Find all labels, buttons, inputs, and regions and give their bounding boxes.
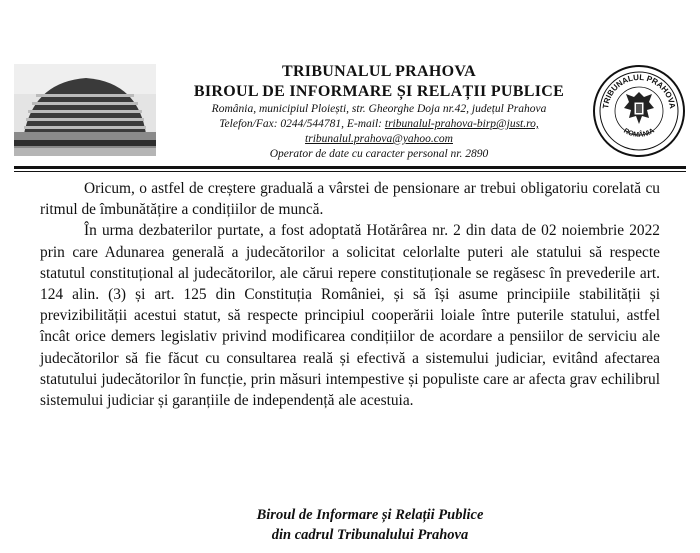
contact-line [168,117,590,132]
signature-line-1: Biroul de Informare și Relații Publice [256,507,484,523]
document-body [40,178,660,411]
email-link-1[interactable]: tribunalul-prahova-birp@just.ro, [384,118,539,130]
paragraph-1: Oricum, o astfel de creștere graduală a vârstei de pensionare ar trebui obligatoriu corelată cu ritmul de îmbunătățire a condițiilor de muncă. [40,180,660,219]
svg-text:ROMÂNIA: ROMÂNIA [622,127,656,139]
court-name: TRIBUNALUL PRAHOVA [281,63,477,80]
email-link-2[interactable]: tribunalul.prahova@yahoo.com [305,133,453,145]
operator-number: Operator de date cu caracter personal nr. 2890 [269,148,489,160]
court-seal [592,64,686,158]
signature-block [200,505,540,545]
office-name: BIROUL DE INFORMARE ȘI RELAȚII PUBLICE [193,83,565,100]
signature-line-2: din cadrul Tribunalului Prahova [271,527,469,543]
courthouse-photo [14,64,156,156]
svg-text:TRIBUNALUL PRAHOVA: TRIBUNALUL PRAHOVA [601,72,677,110]
header-divider-thin [14,171,686,172]
header-divider-thick [14,166,686,169]
letterhead [168,62,590,162]
phone-fax: Telefon/Fax: 0244/544781, E-mail: [219,118,385,130]
paragraph-2: În urma dezbaterilor purtate, a fost adoptată Hotărârea nr. 2 din data de 02 noiembrie 2022 prin care Adunarea generală a judecătorilor a solicitat celorlalte puteri ale statului să respecte statutul constituțional al judecătorilor, ale cărui repere constituționale se regăsesc în prevederile art. 124 alin. (3) și art. 125 din Constituția României, și să își asume principiile stabilității și previzibilității acestui statut, să respecte principiul cooperării loiale între puterile statului, astfel încât orice demers legislativ privind modificarea condițiilor de acordare a pensiilor de serviciu ale judecătorilor să fie făcut cu consultarea reală și efectivă a sistemului judiciar, evitând afectarea statutului judecătorilor în funcție, prin măsuri intempestive și populiste care ar afecta grav echilibrul sistemului judiciar și garanțiile de independență ale acestuia. [40,222,660,410]
address: România, municipiul Ploiești, str. Gheorghe Doja nr.42, județul Prahova [211,103,547,115]
